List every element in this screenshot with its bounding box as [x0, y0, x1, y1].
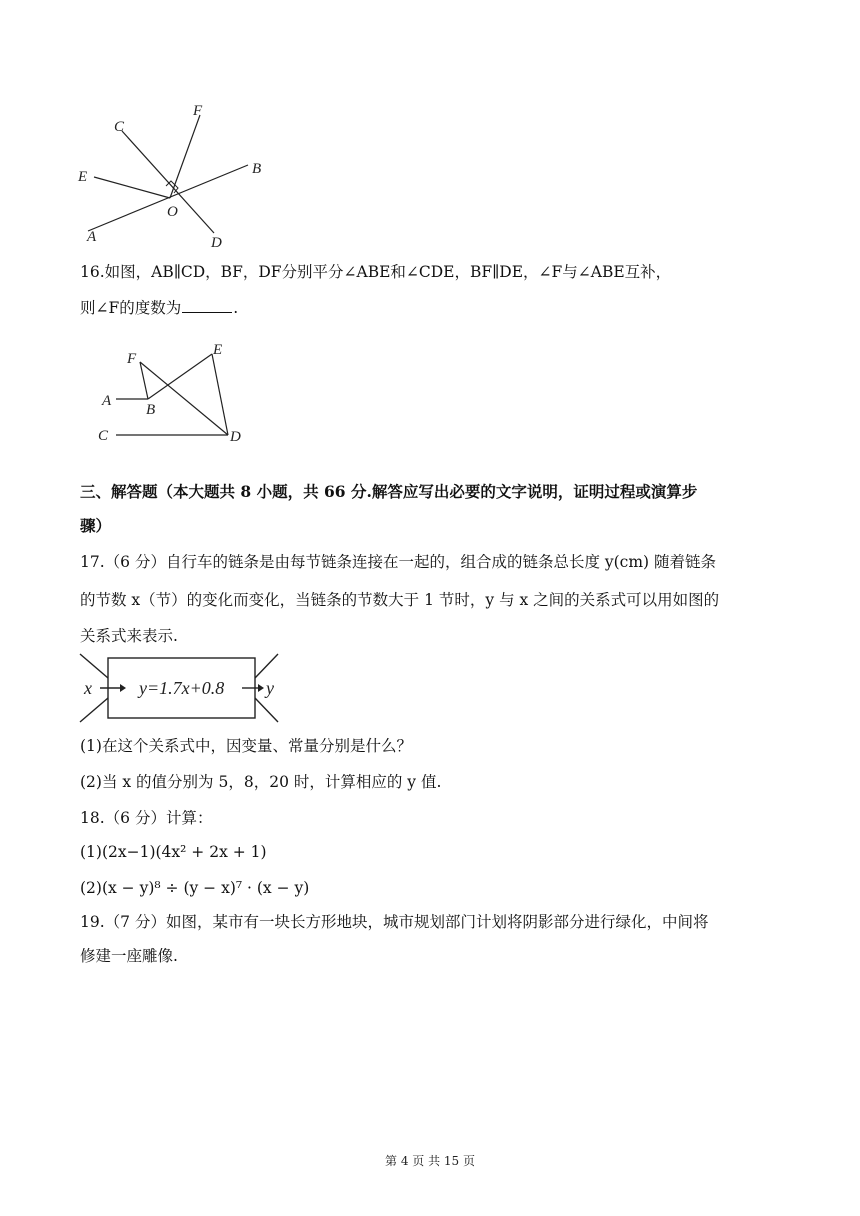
label-e: E: [78, 169, 88, 185]
intersecting-lines-svg: [70, 95, 280, 255]
label-f: F: [127, 351, 137, 367]
q17-line1: 17.（6 分）自行车的链条是由每节链条连接在一起的，组合成的链条总长度 y(cm) 随着链条: [80, 553, 717, 571]
label-b: B: [252, 161, 262, 177]
page-footer: 第 4 页 共 15 页: [385, 1154, 475, 1168]
q18-title: 18.（6 分）计算：: [80, 809, 213, 827]
q18-part2: (2)(x − y)⁸ ÷ (y − x)⁷ · (x − y): [80, 879, 310, 897]
q17-part2: (2)当 x 的值分别为 5，8，20 时，计算相应的 y 值.: [80, 773, 442, 791]
q16-figure-svg: [90, 338, 260, 448]
q18-part1: (1)(2x−1)(4x² + 2x + 1): [80, 843, 267, 861]
segment-fd: [140, 362, 228, 435]
q17-line3: 关系式来表示.: [80, 627, 178, 645]
q16-line2: [80, 298, 238, 318]
q17-part1: (1)在这个关系式中，因变量、常量分别是什么？: [80, 737, 412, 755]
q19-line2: 修建一座雕像.: [80, 947, 178, 965]
section-heading-line2: 骤）: [80, 516, 112, 535]
label-c: C: [114, 119, 125, 135]
figure-intersecting-lines: [70, 95, 280, 255]
function-machine-svg: [78, 652, 283, 724]
figure-q16: [90, 338, 260, 448]
q19-line1: 19.（7 分）如图，某市有一块长方形地块，城市规划部门计划将阴影部分进行绿化，中间将: [80, 913, 709, 931]
label-a: A: [87, 229, 97, 245]
ray-oe: [94, 177, 170, 198]
q16-line2-after: .: [233, 299, 239, 317]
label-c: C: [98, 428, 109, 444]
label-e: E: [213, 342, 223, 358]
machine-input: x: [84, 678, 92, 698]
left-bottom-funnel: [80, 698, 108, 722]
right-top-funnel: [255, 654, 278, 678]
machine-formula: y=1.7x+0.8: [139, 678, 225, 698]
q16-line2-before: 则∠F的度数为: [80, 299, 182, 317]
label-d: D: [211, 235, 222, 251]
label-a: A: [102, 393, 112, 409]
left-top-funnel: [80, 654, 108, 678]
segment-ed: [212, 354, 228, 435]
ray-of: [170, 115, 200, 198]
section-heading-line1: 三、解答题（本大题共 8 小题，共 66 分.解答应写出必要的文字说明，证明过程或演算步: [80, 482, 698, 501]
label-o: O: [167, 204, 178, 220]
label-d: D: [230, 429, 241, 445]
right-bottom-funnel: [255, 698, 278, 722]
label-f: F: [193, 103, 203, 119]
q16-line1: 16.如图，AB∥CD，BF，DF分别平分∠ABE和∠CDE，BF∥DE，∠F与∠ABE互补，: [80, 263, 672, 281]
input-arrowhead: [120, 684, 126, 692]
label-b: B: [146, 402, 156, 418]
q17-line2: 的节数 x（节）的变化而变化，当链条的节数大于 1 节时，y 与 x 之间的关系式可以用如图的: [80, 591, 720, 609]
function-machine: [78, 652, 283, 724]
machine-output: y: [266, 678, 274, 698]
answer-blank: [182, 298, 232, 313]
output-arrowhead: [258, 684, 264, 692]
